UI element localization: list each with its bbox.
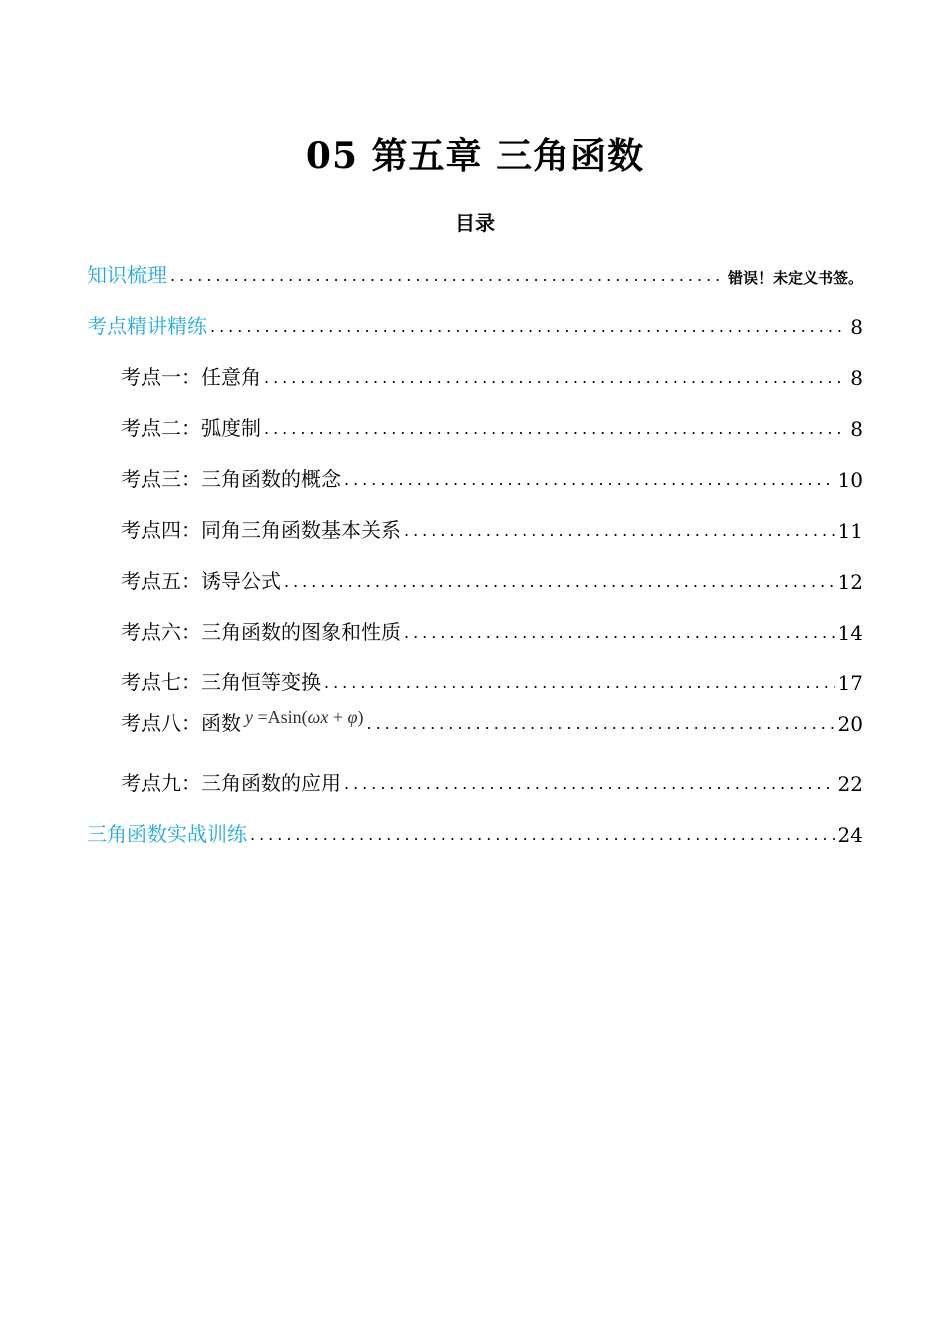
toc-leader-dots (250, 826, 835, 847)
toc-entry-page: 22 (837, 772, 863, 796)
toc-entry-point-8[interactable] (121, 706, 863, 736)
toc-entry-page: 10 (837, 468, 863, 492)
toc-leader-dots (284, 573, 835, 594)
toc-entry-point-3[interactable] (121, 462, 863, 492)
toc-entry-label: 考点二：弧度制 (121, 416, 261, 440)
document-title: 05 第五章 三角函数 (305, 135, 645, 177)
toc-entry-point-2[interactable] (121, 411, 863, 441)
toc-entry-point-1[interactable] (121, 360, 863, 390)
toc-leader-dots (404, 624, 835, 645)
toc-entry-knowledge-summary[interactable] (87, 258, 863, 288)
toc-entry-label: 考点三：三角函数的概念 (121, 467, 341, 491)
toc-entry-label: 考点一：任意角 (121, 365, 261, 389)
toc-leader-dots (366, 715, 834, 736)
toc-entry-point-4[interactable] (121, 513, 863, 543)
toc-entry-page: 24 (837, 823, 863, 847)
toc-entry-label: 知识梳理 (87, 263, 167, 287)
toc-entry-page: 8 (850, 315, 863, 339)
toc-leader-dots (344, 775, 835, 796)
toc-entry-page: 17 (837, 671, 863, 695)
toc-entry-page: 12 (837, 570, 863, 594)
toc-leader-dots (264, 420, 847, 441)
toc-entry-label: 考点精讲精练 (87, 314, 207, 338)
toc-entry-key-points[interactable] (87, 309, 863, 339)
toc-entry-page: 14 (837, 621, 863, 645)
toc-entry-point-6[interactable] (121, 615, 863, 645)
toc-entry-page: 8 (850, 366, 863, 390)
toc-leader-dots (324, 674, 835, 695)
toc-leader-dots (210, 318, 847, 339)
toc-entry-label: 考点四：同角三角函数基本关系 (121, 518, 401, 542)
toc-entry-page: 11 (837, 519, 863, 543)
toc-entry-point-7[interactable] (121, 665, 863, 695)
toc-entry-point-5[interactable] (121, 564, 863, 594)
toc-entry-point-9[interactable] (121, 766, 863, 796)
toc-entry-label: 考点八：函数 (121, 711, 241, 735)
toc-leader-dots (170, 267, 725, 288)
toc-entry-page: 8 (850, 417, 863, 441)
toc-leader-dots (344, 471, 835, 492)
toc-leader-dots (404, 522, 835, 543)
toc-entry-label: 考点六：三角函数的图象和性质 (121, 620, 401, 644)
toc-heading: 目录 (455, 211, 495, 235)
toc-leader-dots (264, 369, 847, 390)
toc-entry-page: 20 (837, 712, 863, 736)
toc-entry-label: 三角函数实战训练 (87, 822, 247, 846)
toc-entry-practice[interactable] (87, 817, 863, 847)
sinusoid-formula: y =Asin(ωx + φ) (245, 707, 364, 727)
toc-entry-page: 错误！未定义书签。 (727, 269, 863, 287)
toc-entry-label: 考点七：三角恒等变换 (121, 670, 321, 694)
toc-entry-label: 考点九：三角函数的应用 (121, 771, 341, 795)
toc-entry-label: 考点五：诱导公式 (121, 569, 281, 593)
